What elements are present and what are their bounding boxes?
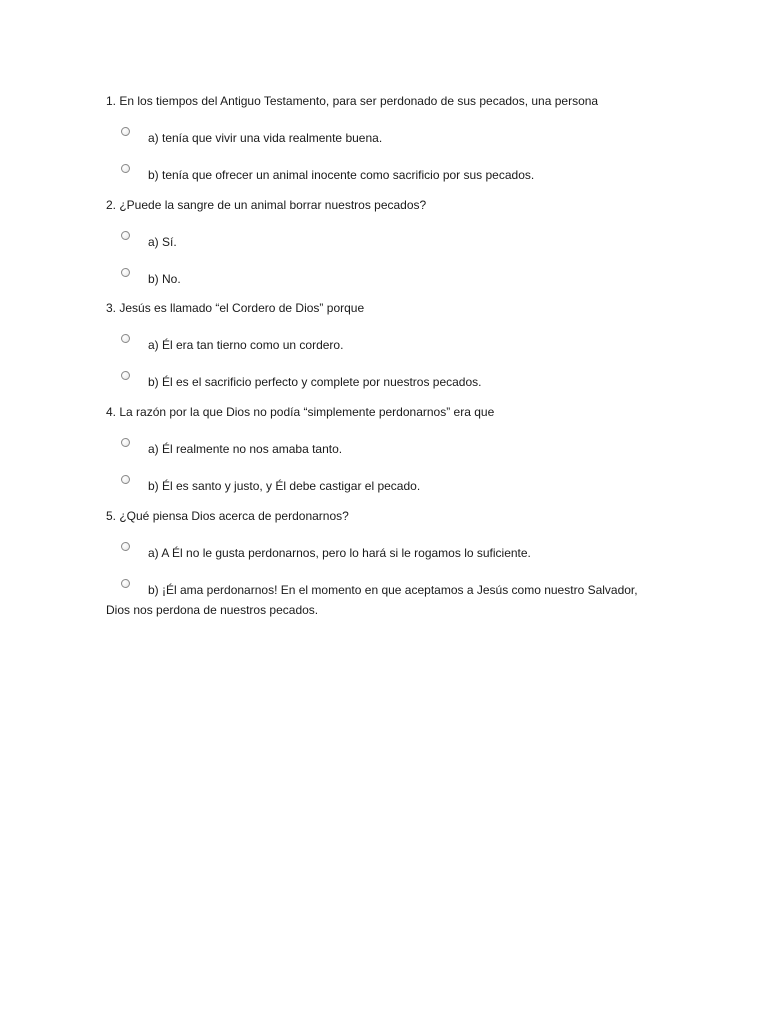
option-label: b) Él es el sacrificio perfecto y complete por nuestros pecados. [148,375,482,389]
radio-button-icon[interactable] [121,475,130,484]
radio-button-icon[interactable] [121,438,130,447]
radio-button-icon[interactable] [121,579,130,588]
question-2-option-b[interactable] [106,272,666,288]
question-3-text: 3. Jesús es llamado “el Cordero de Dios” porque [106,301,365,315]
option-label: b) No. [148,272,181,286]
radio-button-icon[interactable] [121,127,130,136]
option-label: a) Él realmente no nos amaba tanto. [148,442,343,456]
option-label: a) A Él no le gusta perdonarnos, pero lo hará si le rogamos lo suficiente. [148,546,531,560]
question-3-option-a[interactable] [106,338,666,354]
option-label: b) Él es santo y justo, y Él debe castigar el pecado. [148,479,421,493]
question-4-option-b[interactable] [106,479,666,495]
question-1-option-a[interactable] [106,131,666,147]
question-4-text: 4. La razón por la que Dios no podía “simplemente perdonarnos” era que [106,405,495,419]
question-2-option-a[interactable] [106,235,666,251]
radio-button-icon[interactable] [121,268,130,277]
option-label: a) Él era tan tierno como un cordero. [148,338,344,352]
radio-button-icon[interactable] [121,542,130,551]
question-3-option-b[interactable] [106,375,666,391]
question-5-option-a[interactable] [106,546,666,562]
option-label: b) ¡Él ama perdonarnos! En el momento en que aceptamos a Jesús como nuestro Salvador, [148,583,638,597]
question-5-text: 5. ¿Qué piensa Dios acerca de perdonarnos? [106,509,349,523]
option-label: a) tenía que vivir una vida realmente buena. [148,131,383,145]
question-4-option-a[interactable] [106,442,666,458]
question-1-text: 1. En los tiempos del Antiguo Testamento, para ser perdonado de sus pecados, una persona [106,94,599,108]
radio-button-icon[interactable] [121,334,130,343]
radio-button-icon[interactable] [121,371,130,380]
option-label: b) tenía que ofrecer un animal inocente como sacrificio por sus pecados. [148,168,535,182]
question-2-text: 2. ¿Puede la sangre de un animal borrar nuestros pecados? [106,198,427,212]
question-5-option-b[interactable] [106,583,666,599]
radio-button-icon[interactable] [121,231,130,240]
question-5-option-b-continuation: Dios nos perdona de nuestros pecados. [106,603,319,617]
option-label: a) Sí. [148,235,177,249]
question-1-option-b[interactable] [106,168,666,184]
radio-button-icon[interactable] [121,164,130,173]
